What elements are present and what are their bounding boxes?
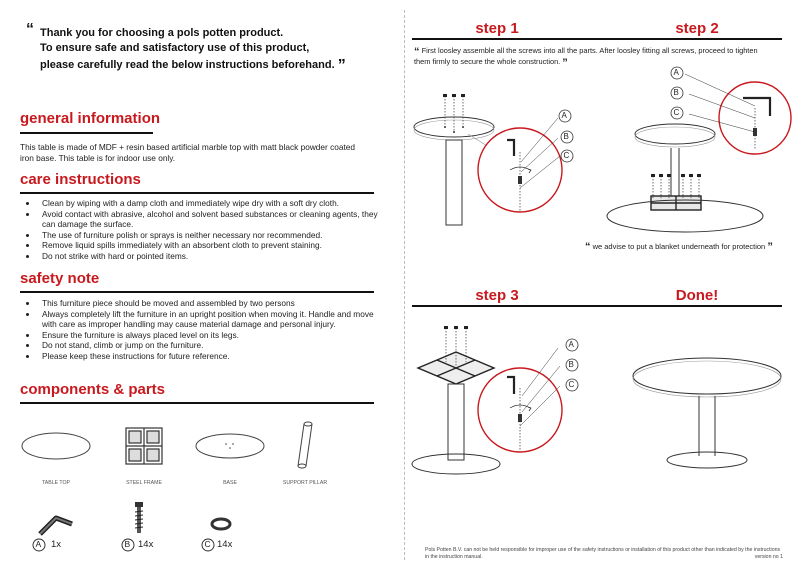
instruction-open-quote: “ [414,46,420,58]
step-3-done-rule [412,305,782,307]
general-information-text [20,142,390,164]
hardware-c-letter: C [204,539,211,549]
screw-drawing [135,502,143,533]
list-item: • Avoid contact with abrasive, alcohol and solvent based substances or cleaning agents, they can damage the surface. [38,209,378,230]
blanket-advice [585,240,773,252]
support-pillar-drawing [298,422,312,468]
hardware-illustrations [30,500,250,538]
page-divider [404,10,406,560]
general-information-title: general information [20,110,161,127]
parts-illustrations [20,418,380,478]
list-item: • Always completely lift the furniture in an upright position when moving it. Handle and move with care as improper handling may cause material damage and personal injury. [38,309,388,330]
callout-letter: C [568,380,575,389]
blanket-advice-text: we advise to put a blanket underneath for protection [592,242,766,251]
components-parts-rule [20,402,374,404]
general-information-rule [20,132,153,134]
callout-letter: A [673,68,679,77]
hardware-c-count: 14x [217,539,233,550]
list-item: • Ensure the furniture is always placed level on its legs. [38,330,388,341]
hardware-a-count: 1x [51,539,62,550]
hardware-b-count: 14x [138,539,154,550]
callout-letter: B [673,88,679,97]
list-item: • Remove liquid spills immediately with an absorbent cloth to prevent staining. [38,240,378,251]
intro-line-3: please carefully read the below instructions beforehand. ” [40,57,346,74]
finished-table-illustration [628,350,788,480]
part-label-base: BASE [223,480,237,486]
footer-disclaimer: Pols Potten B.V. can not be held responsible for improper use of the safety instructions or installation of this product other than indicated by the instructions in the instruction manual. [425,547,781,560]
callout-letter: C [673,108,680,117]
part-label-steel-frame: STEEL FRAME [126,480,162,486]
step-2-illustration [605,68,805,238]
care-instructions-list [24,198,378,262]
list-item: • Do not strike with hard or pointed items. [38,251,378,262]
safety-note-list [24,298,388,362]
footer-version: version no 1 [754,554,783,560]
instruction-close-quote: ” [562,57,568,69]
intro-quote [26,21,360,74]
open-quote-glyph: “ [26,21,34,38]
table-top-drawing [22,433,90,459]
step-1-2-rule [412,38,782,40]
intro-line-2: To ensure safe and satisfactory use of this product, [40,42,310,54]
callout-letter: C [563,151,570,160]
callout-letter: A [568,340,574,349]
general-text-line-1: This table is made of MDF + resin based artificial marble top with matt black powder coated [20,142,356,152]
list-item: • Please keep these instructions for future reference. [38,351,388,362]
safety-note-title: safety note [20,270,100,287]
hardware-a-letter: A [35,539,42,549]
callout-letter: B [568,360,574,369]
list-item: • The use of furniture polish or sprays is neither necessary nor recommended. [38,230,378,241]
close-quote-glyph: ” [337,57,346,74]
base-drawing [196,434,264,458]
list-item: • This furniture piece should be moved and assembled by two persons [38,298,388,309]
allen-key-drawing [40,518,72,534]
care-instructions-title: care instructions [20,171,141,188]
done-title: Done! [675,287,719,304]
list-item: • Do not stand, climb or jump on the furniture. [38,340,388,351]
assembly-instruction-text: First loosley assemble all the screws into all the parts. After loosley fitting all screws, proceed to tighten them firmly to secure the whole construction. [414,46,758,66]
washer-drawing [212,519,230,529]
list-item: • Clean by wiping with a damp cloth and immediately wipe dry with a soft dry cloth. [38,198,378,209]
part-label-support-pillar: SUPPORT PILLAR [282,480,328,486]
step-1-title: step 1 [475,20,519,37]
step-3-title: step 3 [475,287,519,304]
part-label-table-top: TABLE TOP [42,480,70,486]
callout-letter: B [563,132,569,141]
intro-line-1: Thank you for choosing a pols potten product. [40,27,284,39]
steel-frame-drawing [126,428,162,464]
assembly-instruction [414,45,774,67]
care-instructions-rule [20,192,374,194]
advice-open-quote: “ [585,241,591,253]
safety-note-rule [20,291,374,293]
callout-letter: A [561,111,567,120]
general-text-line-2: iron base. This table is for indoor use only. [20,153,176,163]
step-2-title: step 2 [675,20,719,37]
components-parts-title: components & parts [20,381,166,398]
hardware-b-letter: B [124,539,131,549]
advice-close-quote: ” [767,241,773,253]
